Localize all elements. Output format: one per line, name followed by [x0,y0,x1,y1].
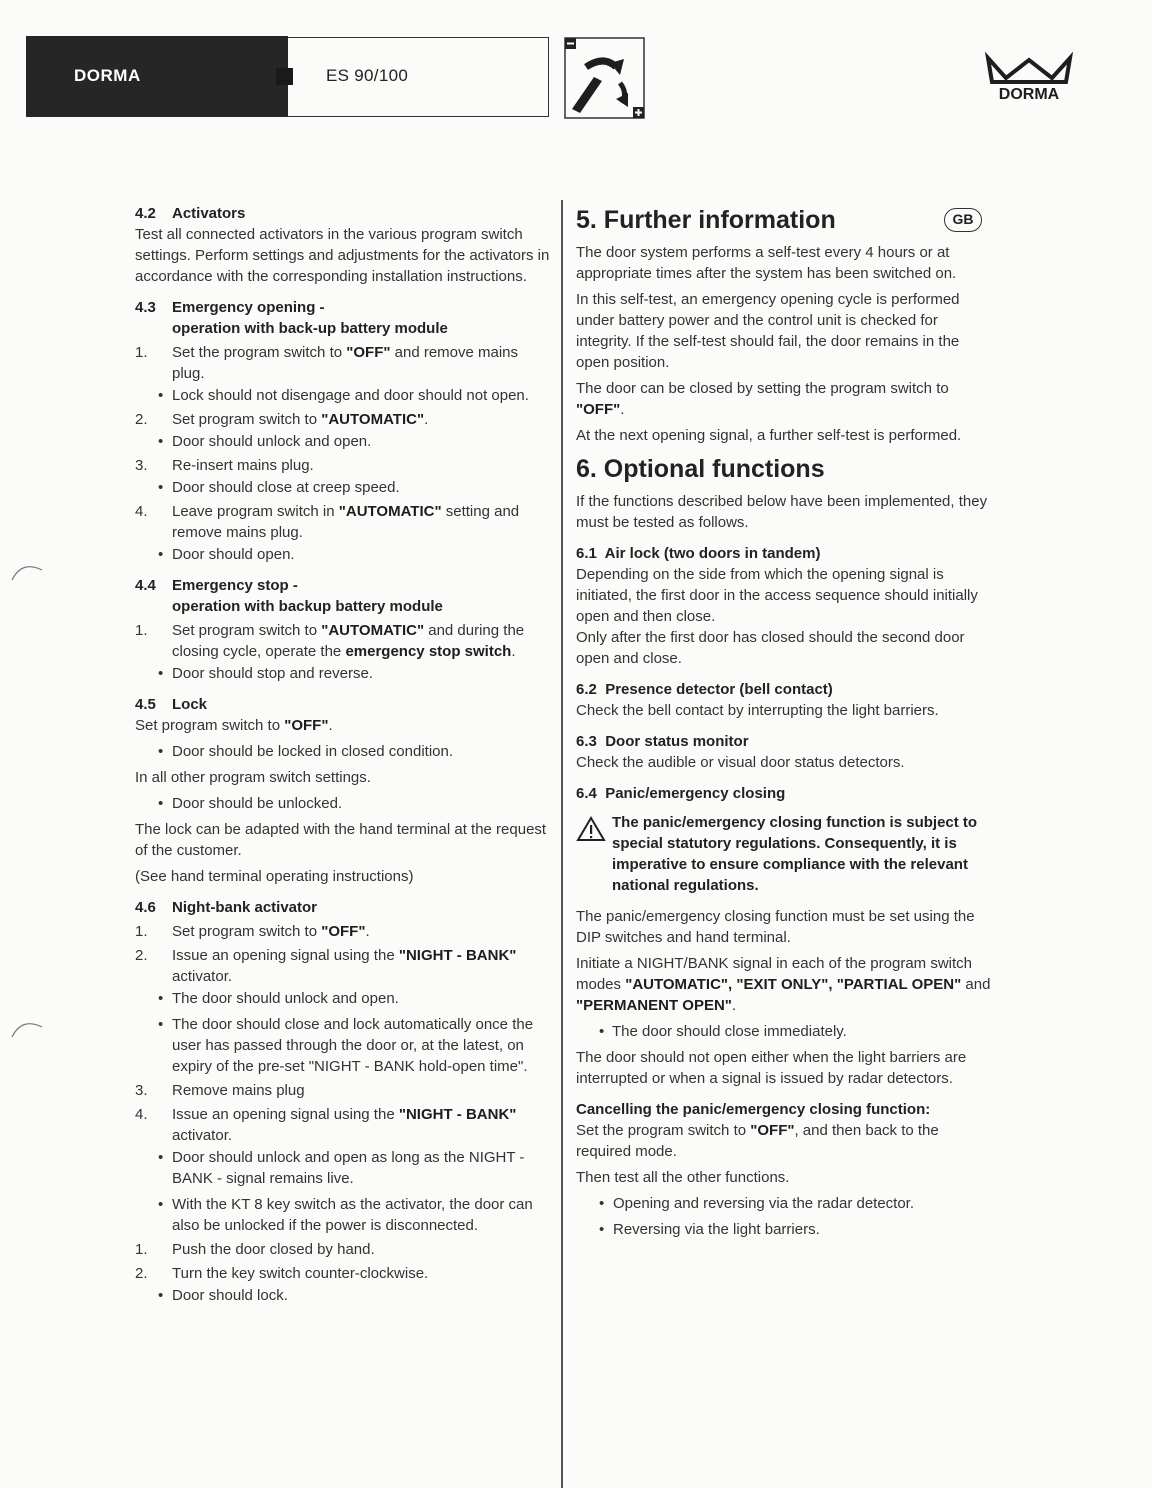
section-5-heading: 5. Further information GB [576,205,996,235]
bullet-item: • The door should unlock and open. [135,988,550,1009]
bullet-item: • Reversing via the light barriers. [576,1219,996,1240]
section-4-2-heading: 4.2 Activators [135,205,246,222]
step-item: 4. Issue an opening signal using the "NIGHT - BANK" activator. [135,1106,517,1144]
warning-notice [576,812,996,896]
paragraph: The lock can be adapted with the hand terminal at the request of the customer. [135,821,547,859]
bullet-item: • Door should stop and reverse. [135,663,550,684]
step-item: 4. Leave program switch in "AUTOMATIC" setting and remove mains plug. [135,503,520,541]
section-4-6-heading: 4.6 Night-bank activator [135,899,318,916]
bullet-item: • With the KT 8 key switch as the activator, the door can also be unlocked if the power is disconnected. [135,1194,550,1236]
paragraph: The door should not open either when the light barriers are interrupted or when a signal is issued by radar detectors. [576,1049,967,1087]
step-item: 2. Turn the key switch counter-clockwise. [135,1265,429,1282]
dorma-logo-text: DORMA [998,86,1060,102]
bullet-item: • Door should be locked in closed condition. [135,741,550,762]
header-bar [26,36,288,117]
model-marker-square [276,68,293,85]
step-item: 3. Re-insert mains plug. [135,457,314,474]
section-4-3-heading: 4.3 Emergency opening - [135,299,325,316]
dorma-logo [984,52,1074,102]
bullet-item: • The door should close and lock automatically once the user has passed through the door or, at the latest, on expiry of the pre-set "NIGHT - BANK hold-open time". [135,1014,550,1077]
paragraph: Initiate a NIGHT/BANK signal in each of the program switch modes "AUTOMATIC", "EXIT ONLY", "PARTIAL OPEN" and "PERMANENT OPEN". [576,955,991,1014]
section-6-heading: 6. Optional functions [576,455,825,483]
paragraph: Only after the first door has closed should the second door open and close. [576,629,965,667]
paragraph: Then test all the other functions. [576,1169,790,1186]
cancel-heading: Cancelling the panic/emergency closing function: [576,1101,931,1118]
binder-hole-upper [10,558,50,588]
warning-icon [576,816,606,842]
bullet-item: • Door should lock. [135,1285,550,1306]
bullet-item: • Lock should not disengage and door should not open. [135,385,550,406]
step-item: 1. Set the program switch to "OFF" and remove mains plug. [135,344,519,382]
paragraph: At the next opening signal, a further self-test is performed. [576,427,962,444]
paragraph: If the functions described below have been implemented, they must be tested as follows. [576,493,988,531]
paragraph: Depending on the side from which the opening signal is initiated, the first door in the access sequence should initially open and then close. [576,566,978,625]
paragraph: In all other program switch settings. [135,769,371,786]
step-item: 1. Set program switch to "OFF". [135,923,370,940]
section-4-5-heading: 4.5 Lock [135,696,208,713]
paragraph: In this self-test, an emergency opening cycle is performed under battery power and the control unit is checked for integrity. If the self-test should fail, the door remains in the open position. [576,291,960,371]
language-badge: GB [944,208,982,232]
paragraph: The door can be closed by setting the program switch to "OFF". [576,380,949,418]
bullet-item: • Door should unlock and open as long as the NIGHT - BANK - signal remains live. [135,1147,550,1189]
warning-text: The panic/emergency closing function is subject to special statutory regulations. Consequently, it is imperative to ensure compliance with the relevant national regulations. [612,814,978,894]
brand-name: DORMA [74,66,141,85]
model-name: ES 90/100 [326,66,409,85]
section-6-1-heading: 6.1 Air lock (two doors in tandem) [576,545,821,562]
column-divider [561,200,563,1488]
step-item: 1. Push the door closed by hand. [135,1241,375,1258]
left-column [135,203,550,1306]
bullet-item: • Opening and reversing via the radar detector. [576,1193,996,1214]
binder-hole-lower [10,1015,50,1045]
step-item: 2. Set program switch to "AUTOMATIC". [135,411,429,428]
door-swing-icon [564,37,646,120]
bullet-item: • Door should close at creep speed. [135,477,550,498]
section-4-3-subheading: operation with back-up battery module [172,320,448,337]
bullet-item: • Door should be unlocked. [135,793,550,814]
bullet-item: • The door should close immediately. [576,1021,996,1042]
paragraph: Set program switch to "OFF". [135,717,333,734]
bullet-item: • Door should unlock and open. [135,431,550,452]
paragraph: Check the bell contact by interrupting the light barriers. [576,702,939,719]
right-column [576,203,996,1240]
section-4-4-subheading: operation with backup battery module [172,598,443,615]
section-6-2-heading: 6.2 Presence detector (bell contact) [576,681,833,698]
section-4-2-body: Test all connected activators in the various program switch settings. Perform settings and adjustments for the activators in accordance with the corresponding installation instructions. [135,226,550,285]
paragraph: Check the audible or visual door status detectors. [576,754,905,771]
paragraph: (See hand terminal operating instructions) [135,868,414,885]
bullet-item: • Door should open. [135,544,550,565]
step-item: 2. Issue an opening signal using the "NIGHT - BANK" activator. [135,947,517,985]
section-6-3-heading: 6.3 Door status monitor [576,733,749,750]
paragraph: Set the program switch to "OFF", and then back to the required mode. [576,1122,939,1160]
step-item: 1. Set program switch to "AUTOMATIC" and during the closing cycle, operate the emergency stop switch. [135,622,525,660]
section-4-4-heading: 4.4 Emergency stop - [135,577,298,594]
step-item: 3. Remove mains plug [135,1082,305,1099]
paragraph: The door system performs a self-test every 4 hours or at appropriate times after the system has been switched on. [576,244,957,282]
paragraph: The panic/emergency closing function must be set using the DIP switches and hand terminal. [576,908,975,946]
section-6-4-heading: 6.4 Panic/emergency closing [576,785,786,802]
